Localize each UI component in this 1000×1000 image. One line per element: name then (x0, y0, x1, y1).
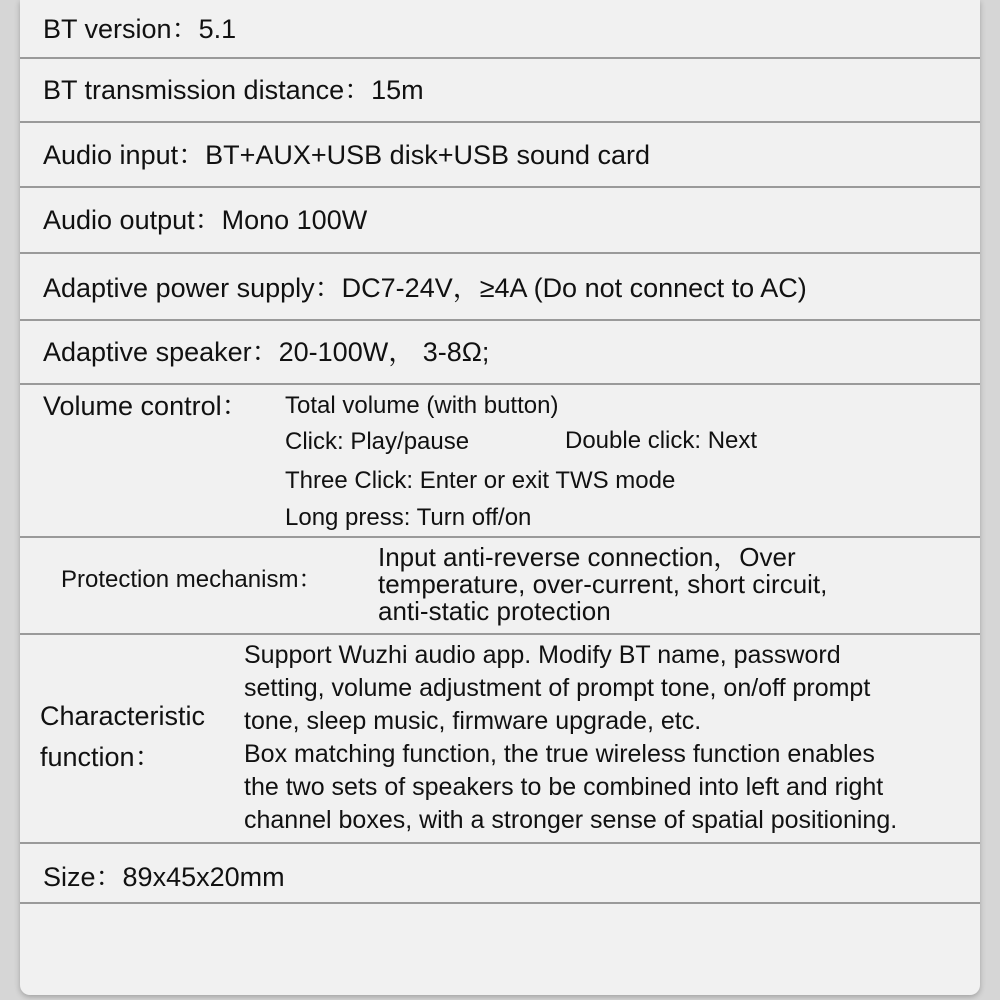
volume-control-three-click: Three Click: Enter or exit TWS mode (285, 467, 676, 494)
spec-row-audio-output (20, 188, 980, 254)
spec-text (43, 336, 489, 368)
spec-row-audio-input (20, 123, 980, 188)
characteristic-line: the two sets of speakers to be combined into left and right (244, 773, 884, 801)
volume-control-double-click: Double click: Next (565, 427, 758, 454)
spec-label: Adaptive power supply： (43, 273, 342, 303)
spec-value: BT+AUX+USB disk+USB sound card (205, 140, 651, 170)
spec-label: Audio output： (43, 205, 222, 235)
characteristic-line: tone, sleep music, firmware upgrade, etc. (244, 707, 702, 735)
protection-line: Input anti-reverse connection，Over (378, 542, 796, 572)
volume-control-click: Click: Play/pause (285, 428, 470, 455)
spec-value: 5.1 (198, 14, 237, 44)
characteristic-line: channel boxes, with a stronger sense of spatial positioning. (244, 806, 898, 834)
spec-row-bt-distance (20, 59, 980, 123)
spec-label: Adaptive speaker： (43, 337, 279, 367)
protection-line: anti-static protection (378, 596, 611, 626)
spec-row-bt-version (20, 0, 980, 59)
spec-text (43, 139, 650, 171)
characteristic-line: setting, volume adjustment of prompt tone, on/off prompt (244, 674, 871, 702)
characteristic-label-line: Characteristic (40, 701, 206, 731)
spec-label: BT transmission distance： (43, 75, 372, 105)
characteristic-label-line: function： (40, 742, 162, 772)
spec-row-volume-control (20, 385, 980, 538)
spec-value: 15m (371, 75, 424, 105)
characteristic-line: Box matching function, the true wireless function enables (244, 740, 875, 768)
volume-control-line: Total volume (with button) (285, 392, 559, 419)
spec-value: 89x45x20mm (122, 862, 285, 892)
spec-label: Size： (43, 862, 123, 892)
spec-label: BT version： (43, 14, 199, 44)
spec-text (43, 272, 807, 304)
spec-text (43, 74, 424, 106)
spec-text (43, 13, 236, 45)
spec-value: 20-100W， 3-8Ω; (278, 337, 490, 367)
protection-text (378, 544, 827, 625)
spec-card (20, 0, 980, 995)
spec-label: Audio input： (43, 140, 206, 170)
spec-value: Mono 100W (221, 205, 368, 235)
volume-control-long-press: Long press: Turn off/on (285, 504, 532, 531)
spec-row-speaker (20, 321, 980, 385)
protection-line: temperature, over-current, short circuit, (378, 569, 828, 599)
characteristic-line: Support Wuzhi audio app. Modify BT name, password (244, 641, 841, 669)
protection-label: Protection mechanism： (61, 566, 323, 593)
spec-row-power-supply (20, 254, 980, 321)
spec-text (43, 204, 367, 236)
spec-text (43, 861, 285, 893)
characteristic-text (244, 639, 897, 837)
spec-value: DC7-24V，≥4A (Do not connect to AC) (341, 273, 807, 303)
characteristic-label (40, 696, 205, 778)
spec-row-characteristic (20, 635, 980, 844)
volume-control-label: Volume control： (43, 391, 249, 421)
spec-row-protection (20, 538, 980, 635)
spec-row-size (20, 844, 980, 904)
